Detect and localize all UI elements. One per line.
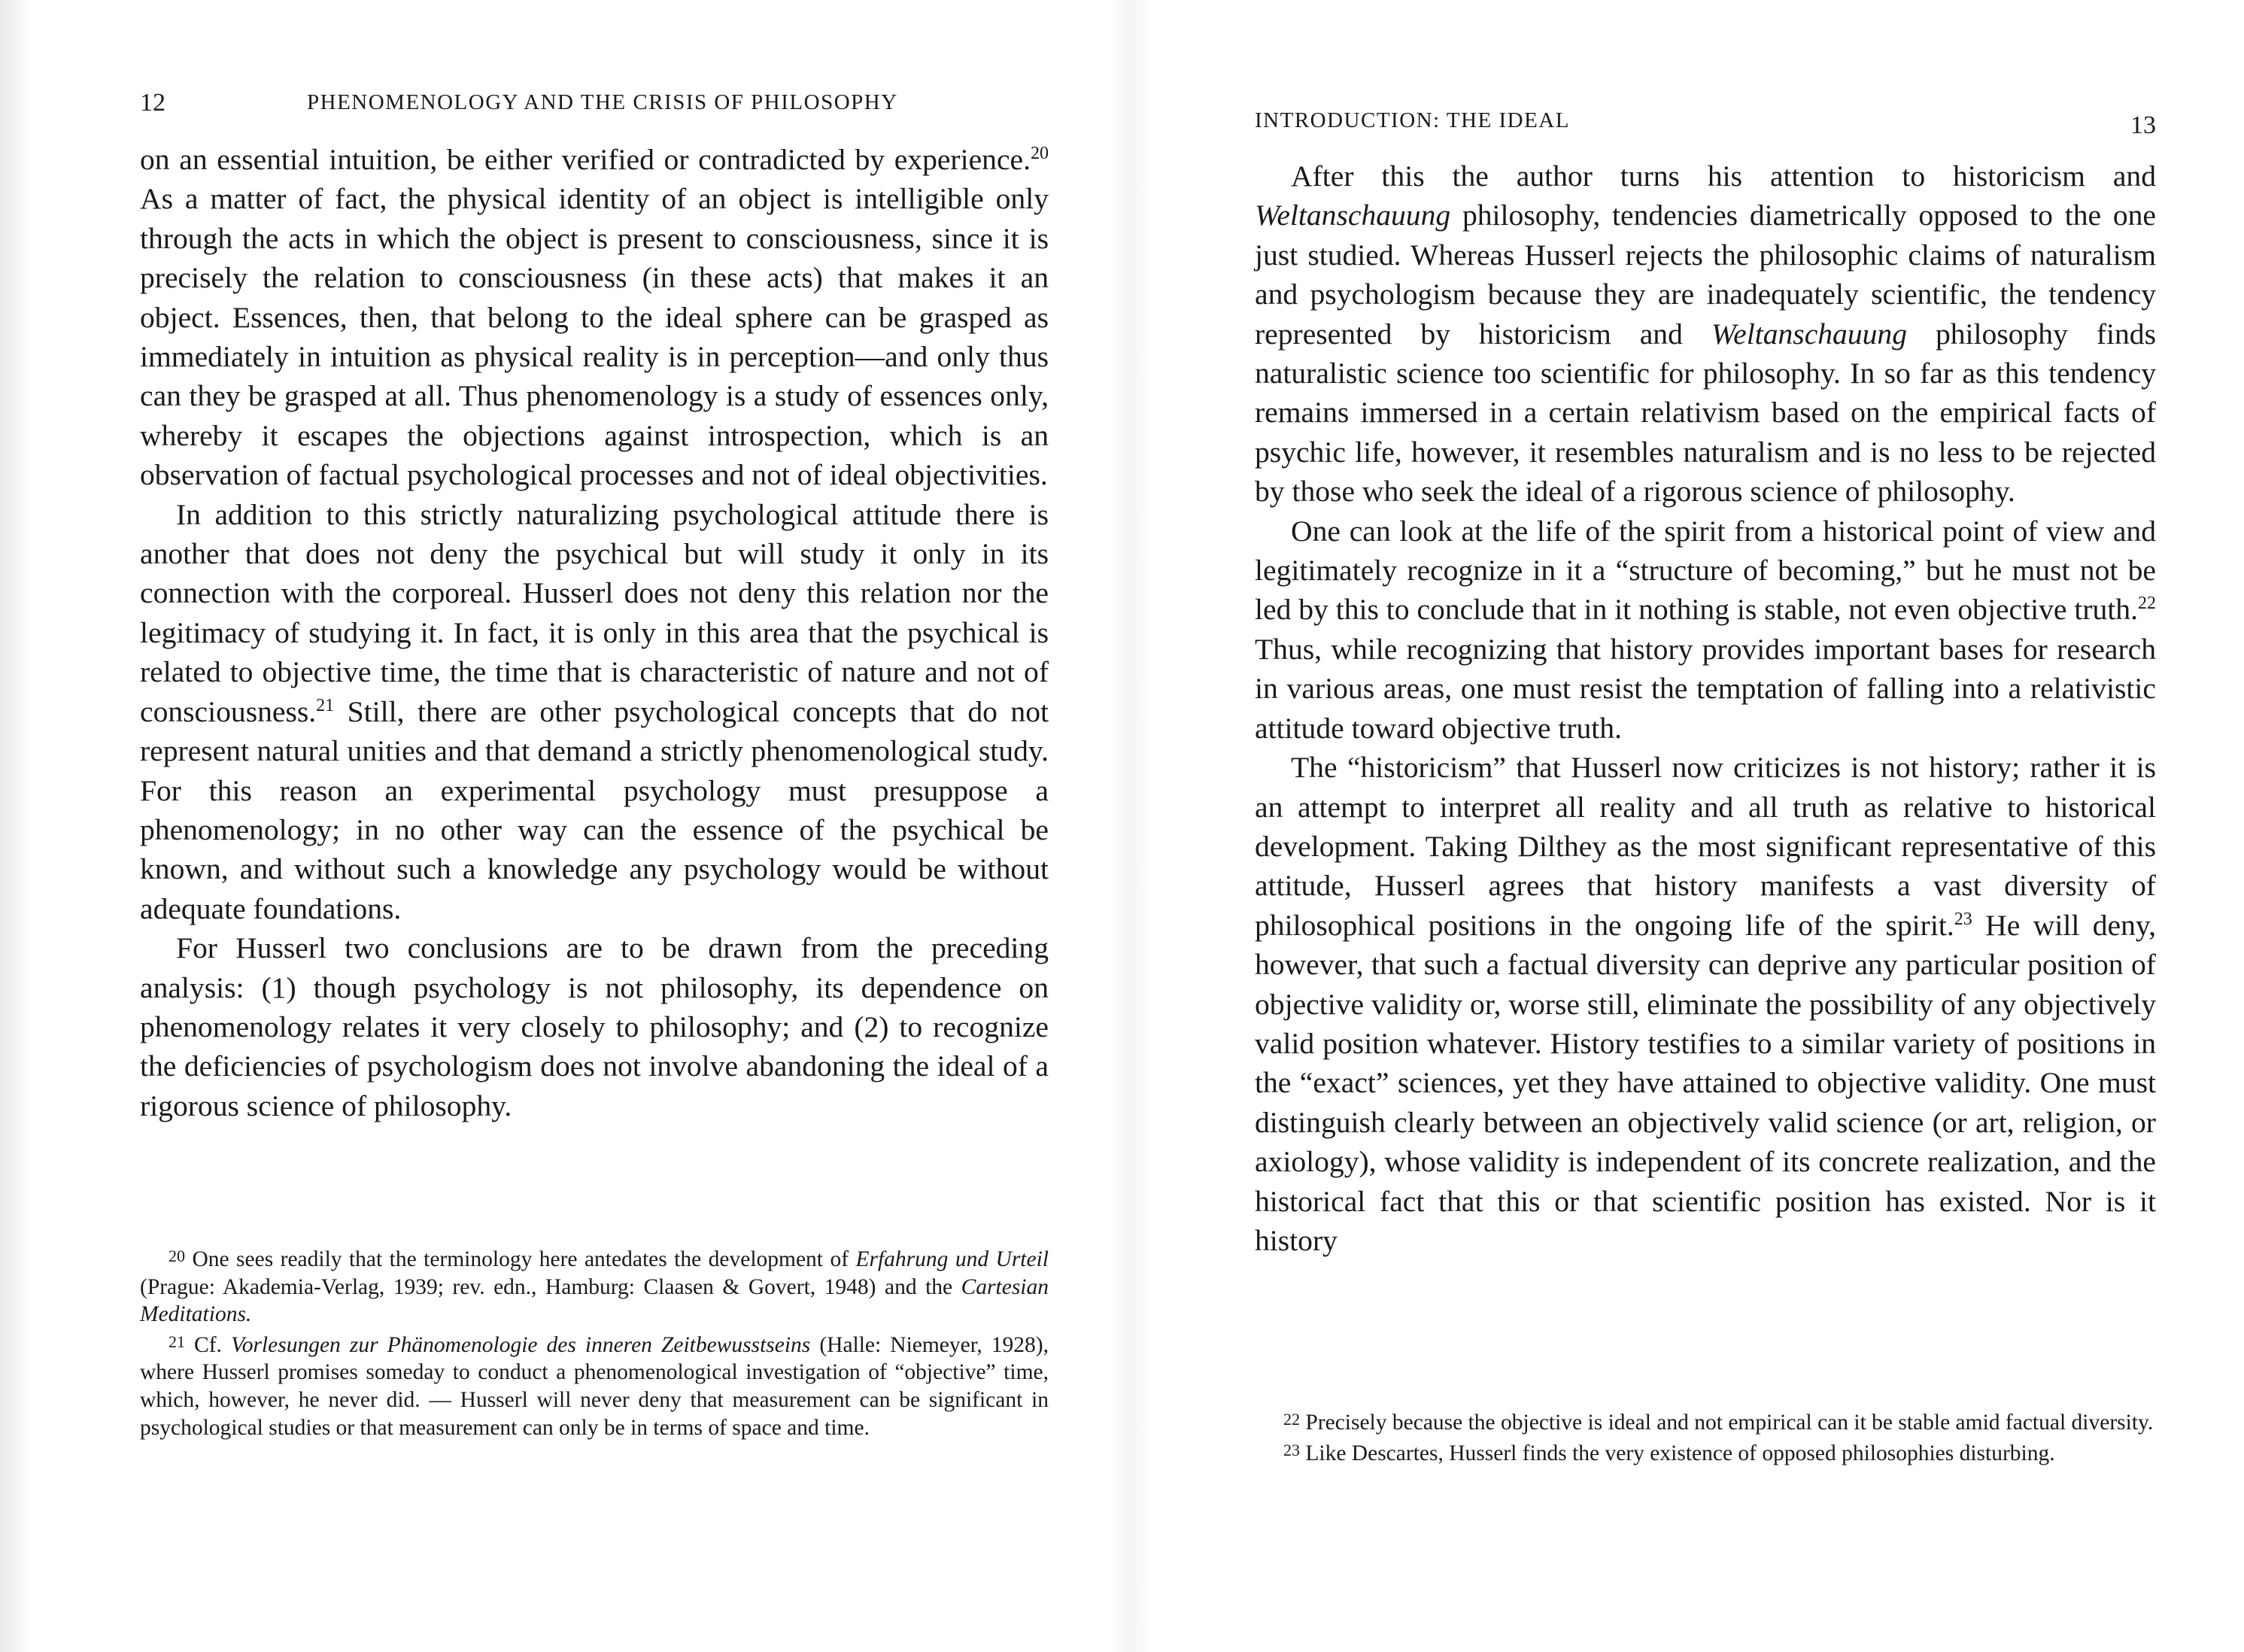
footnote-number: 20 xyxy=(169,1247,185,1265)
running-head-title: PHENOMENOLOGY AND THE CRISIS OF PHILOSOPHY xyxy=(307,90,898,114)
footnotes xyxy=(1255,1406,2156,1467)
footnote-reference[interactable]: 20 xyxy=(1031,144,1049,163)
running-head xyxy=(140,89,1049,119)
footnote-number: 22 xyxy=(1283,1410,1300,1429)
paragraph: on an essential intuition, be either verified or contradicted by experience.$^{20}$ As a matter of fact, the physical identity of an object is intelligible only through the acts in which the object is present to consciousness, since it is precisely the relation to consciousness (in these acts) that makes it an object. Essences, then, that belong to the ideal sphere can be grasped as immediately in intuition as physical reality is in perception—and only thus can they be grasped at all. Thus phenomenology is a study of essences only, whereby it escapes the objections against introspection, which is an observation of factual psychological processes and not of ideal objectivities. xyxy=(140,143,1049,492)
book-spine-gutter xyxy=(1110,0,1155,1652)
paragraph: In addition to this strictly naturalizing psychological attitude there is another that does not deny the psychical but will study it only in its connection with the corporeal. Husserl does not deny this relation nor the legitimacy of studying it. In fact, it is only in this area that the psychical is related to objective time, the time that is characteristic of nature and not of consciousness.$^{21}$ Still, there are other psychological concepts that do not represent natural unities and that demand a strictly phenomenological study. For this reason an experimental psychology must presuppose a phenomenology; in no other way can the essence of the psychical be known, and without such a knowledge any psychology would be without adequate foundations. xyxy=(140,497,1049,925)
footnote-reference[interactable]: 23 xyxy=(1954,909,1972,929)
page-number: 12 xyxy=(140,89,165,117)
footnote: $^{20}$ One sees readily that the terminology here antedates the development of Erfahrung und Urteil (Prague: Akademia-Verlag, 1939; rev. edn., Hamburg: Claasen & Govert, 1948) and the Cartesian Meditations. xyxy=(140,1247,1049,1327)
paragraph: The “historicism” that Husserl now criticizes is not history; rather it is an attempt to interpret all reality and all truth as relative to historical development. Taking Dilthey as the most significant representative of this attitude, Husserl agrees that history manifests a vast diversity of philosophical positions in the ongoing life of the spirit.$^{23}$ He will deny, however, that such a factual diversity can deprive any particular position of objective validity or, worse still, eliminate the possibility of any objectively valid position whatever. History testifies to a similar variety of positions in the “exact” sciences, yet they have attained to objective validity. One must distinguish clearly between an objectively valid science (or art, religion, or axiology), whose validity is independent of its concrete realization, and the historical fact that this or that scientific position has existed. Nor is it history xyxy=(1255,751,2156,1257)
footnotes xyxy=(140,1243,1049,1441)
footnote-number: 21 xyxy=(169,1332,185,1351)
body-text xyxy=(140,140,1049,1125)
body-text xyxy=(1255,156,2156,1260)
paragraph: After this the author turns his attention to historicism and Weltanschauung philosophy, tendencies diametrically opposed to the one just studied. Whereas Husserl rejects the philosophic claims of naturalism and psychologism because they are inadequately scientific, the tendency represented by historicism and Weltanschauung philosophy finds naturalistic science too scientific for philosophy. In so far as this tendency remains immersed in a certain relativism based on the empirical facts of psychic life, however, it resembles naturalism and is no less to be rejected by those who seek the ideal of a rigorous science of philosophy. xyxy=(1255,159,2156,509)
footnote-number: 23 xyxy=(1283,1440,1300,1459)
footnote: $^{22}$ Precisely because the objective is ideal and not empirical can it be stable amid factual diversity. xyxy=(1283,1410,2154,1435)
page-number: 13 xyxy=(2130,111,2156,139)
footnote-reference[interactable]: 22 xyxy=(2138,594,2156,614)
footnote: $^{21}$ Cf. Vorlesungen zur Phänomenologie des inneren Zeitbewusstseins (Halle: Niemeyer, 1928), where Husserl promises someday to conduct a phenomenological investigation of “objective” time, which, however, he never did. — Husserl will never deny that measurement can be significant in psychological studies or that measurement can only be in terms of space and time. xyxy=(140,1332,1049,1440)
footnote: $^{23}$ Like Descartes, Husserl finds the very existence of opposed philosophies disturbing. xyxy=(1283,1440,2055,1465)
footnote-reference[interactable]: 21 xyxy=(316,695,335,715)
running-head xyxy=(1255,107,2156,137)
paragraph: For Husserl two conclusions are to be drawn from the preceding analysis: (1) though psychology is not philosophy, its dependence on phenomenology relates it very closely to philosophy; and (2) to recognize the deficiencies of psychologism does not involve abandoning the ideal of a rigorous science of philosophy. xyxy=(140,931,1049,1122)
running-head-title: INTRODUCTION: THE IDEAL xyxy=(1255,108,1570,132)
page-edge-shadow xyxy=(0,0,30,1652)
paragraph: One can look at the life of the spirit from a historical point of view and legitimately recognize in it a “structure of becoming,” but he must not be led by this to conclude that in it nothing is stable, not even objective truth.$^{22}$ Thus, while recognizing that history provides important bases for research in various areas, one must resist the temptation of falling into a relativistic attitude toward objective truth. xyxy=(1255,514,2156,745)
